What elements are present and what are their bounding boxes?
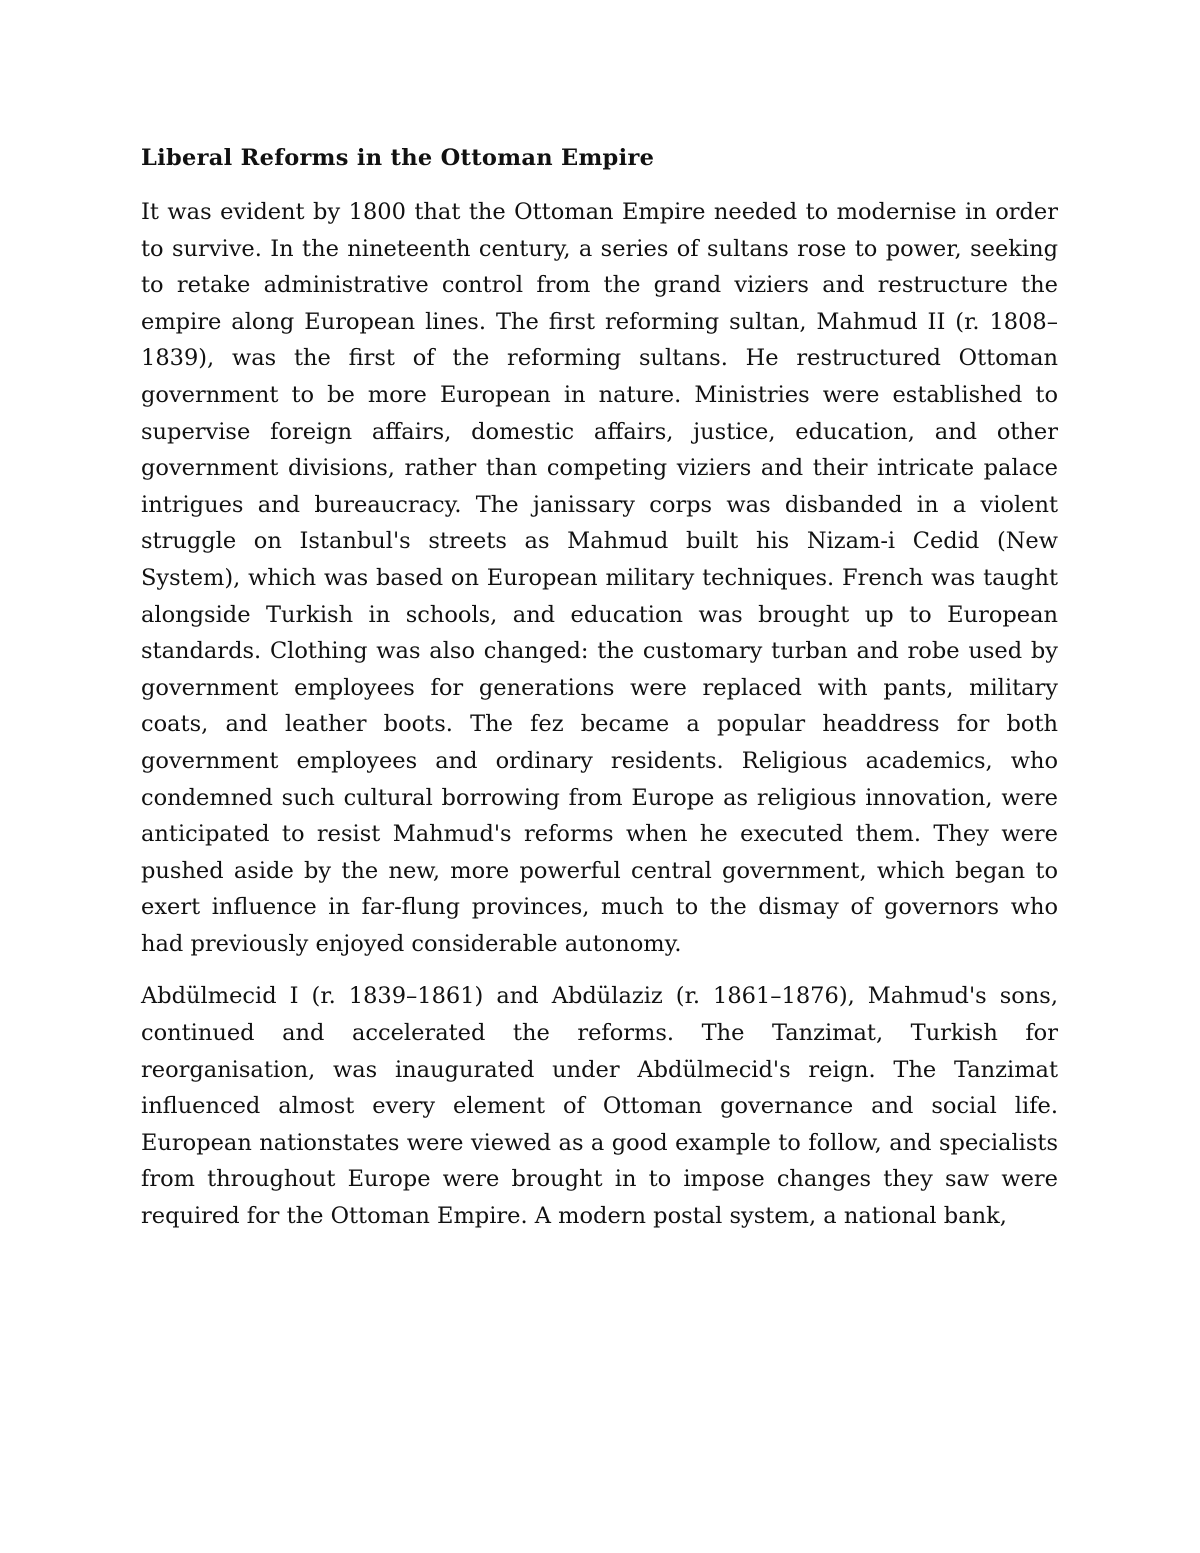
document-body bbox=[141, 138, 1058, 1235]
document-title: Liberal Reforms in the Ottoman Empire bbox=[141, 145, 655, 171]
paragraph-tanzimat: Abdülmecid I (r. 1839–1861) and Abdülaziz (r. 1861–1876), Mahmud's sons, continued and accelerated the reforms. The Tanzimat, Turkish for reorganisation, was inaugurated under Abdülmecid's reign. The Tanzimat influenced almost every element of Ottoman governance and social life. European nationstates were viewed as a good example to follow, and specialists from throughout Europe were brought in to impose changes they saw were required for the Ottoman Empire. A modern postal system, a national bank, bbox=[141, 983, 1058, 1230]
paragraph-mahmud-reforms: It was evident by 1800 that the Ottoman Empire needed to modernise in order to survive. In the nineteenth century, a series of sultans rose to power, seeking to retake administrative control from the grand viziers and restructure the empire along European lines. The first reforming sultan, Mahmud II (r. 1808–1839), was the first of the reforming sultans. He restructured Ottoman government to be more European in nature. Ministries were established to supervise foreign affairs, domestic affairs, justice, education, and other government divisions, rather than competing viziers and their intricate palace intrigues and bureaucracy. The janissary corps was disbanded in a violent struggle on Istanbul's streets as Mahmud built his Nizam-i Cedid (New System), which was based on European military techniques. French was taught alongside Turkish in schools, and education was brought up to European standards. Clothing was also changed: the customary turban and robe used by government employees for generations were replaced with pants, military coats, and leather boots. The fez became a popular headdress for both government employees and ordinary residents. Religious academics, who condemned such cultural borrowing from Europe as religious innovation, were anticipated to resist Mahmud's reforms when he executed them. They were pushed aside by the new, more powerful central government, which began to exert influence in far-flung provinces, much to the dismay of governors who had previously enjoyed considerable autonomy. bbox=[141, 199, 1058, 957]
